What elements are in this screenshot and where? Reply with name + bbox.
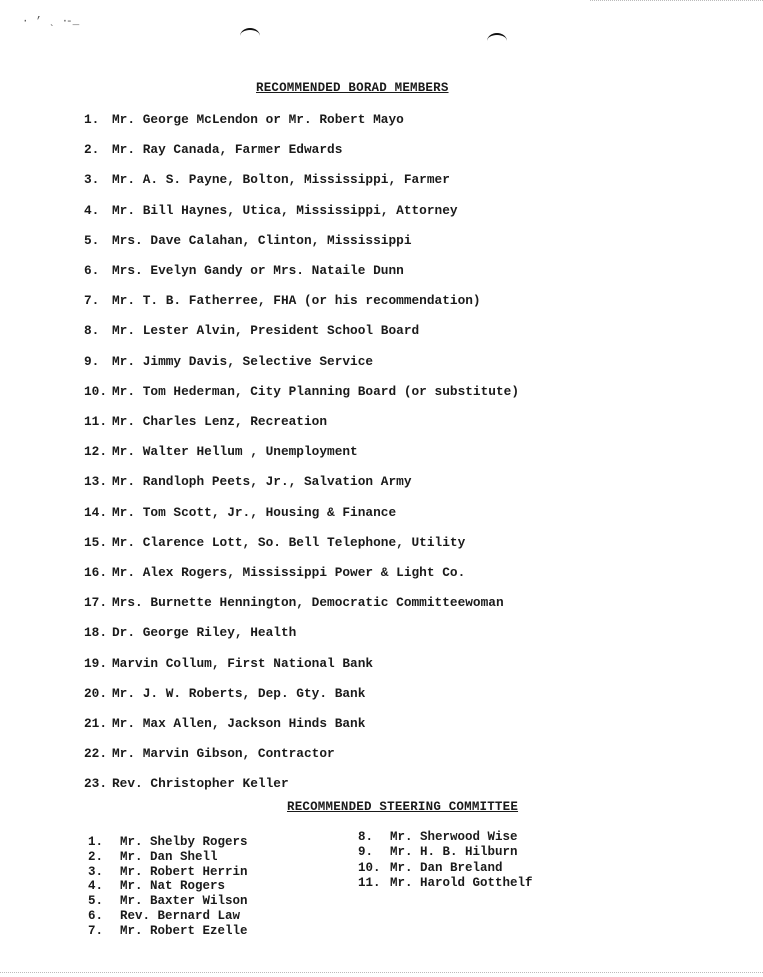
list-item [358, 845, 518, 860]
item-text: Mr. A. S. Payne, Bolton, Mississippi, Farmer [112, 172, 450, 188]
item-number: 4. [88, 879, 104, 894]
list-item [84, 233, 412, 248]
list-item [88, 924, 248, 939]
item-text: Mr. Robert Ezelle [120, 923, 248, 938]
list-item [84, 293, 481, 308]
list-item [88, 850, 218, 865]
item-text: Marvin Collum, First National Bank [112, 655, 374, 671]
item-text: Mr. Harold Gotthelf [390, 875, 533, 890]
item-text: Mr. Robert Herrin [120, 864, 248, 879]
item-text: Mr. Nat Rogers [120, 879, 226, 894]
item-text: Mr. Tom Scott, Jr., Housing & Finance [112, 504, 397, 520]
list-item [358, 876, 533, 891]
item-text: Mr. Ray Canada, Farmer Edwards [112, 142, 343, 158]
item-text: Mr. Bill Haynes, Utica, Mississippi, Attorney [112, 202, 458, 218]
item-text: Dr. George Riley, Health [112, 625, 297, 641]
item-text: Mrs. Dave Calahan, Clinton, Mississippi [112, 232, 412, 248]
item-text: Rev. Christopher Keller [112, 776, 289, 792]
list-item [88, 894, 248, 909]
list-item [84, 263, 404, 278]
item-text: Mr. Lester Alvin, President School Board [112, 323, 420, 339]
item-number: 4. [84, 202, 100, 218]
item-number: 11. [358, 875, 381, 890]
item-number: 18. [84, 625, 108, 641]
item-text: Mr. Shelby Rogers [120, 835, 248, 849]
item-number: 17. [84, 595, 108, 611]
punch-hole-mark [240, 28, 260, 44]
item-text: Mr. George McLendon or Mr. Robert Mayo [112, 112, 404, 127]
list-item [84, 172, 450, 187]
item-number: 7. [88, 923, 104, 938]
item-number: 5. [84, 232, 100, 248]
item-text: Mr. J. W. Roberts, Dep. Gty. Bank [112, 685, 366, 701]
item-number: 19. [84, 655, 108, 671]
item-text: Mr. Dan Shell [120, 849, 218, 864]
list-item [84, 203, 458, 218]
item-text: Mr. Max Allen, Jackson Hinds Bank [112, 716, 366, 731]
item-number: 14. [84, 504, 108, 520]
item-text: Mrs. Burnette Hennington, Democratic Committeewoman [112, 595, 504, 611]
item-number: 5. [88, 894, 104, 909]
item-text: Mrs. Evelyn Gandy or Mrs. Nataile Dunn [112, 263, 404, 278]
item-number: 13. [84, 474, 108, 490]
item-text: Rev. Bernard Law [120, 909, 241, 923]
item-text: Mr. T. B. Fatherree, FHA (or his recommendation) [112, 293, 481, 309]
item-text: Mr. Charles Lenz, Recreation [112, 414, 328, 429]
item-text: Mr. Sherwood Wise [390, 830, 518, 844]
list-item [84, 323, 419, 338]
item-number: 6. [88, 909, 104, 923]
item-number: 8. [84, 323, 100, 339]
list-item [88, 879, 225, 894]
item-number: 2. [84, 142, 100, 158]
list-item [84, 595, 504, 610]
list-item [84, 474, 412, 489]
item-text: Mr. Randloph Peets, Jr., Salvation Army [112, 474, 412, 490]
item-text: Mr. H. B. Hilburn [390, 845, 518, 860]
item-number: 7. [84, 293, 100, 309]
item-number: 21. [84, 716, 108, 731]
item-number: 12. [84, 444, 108, 460]
item-number: 6. [84, 263, 100, 278]
item-number: 16. [84, 565, 108, 580]
item-text: Mr. Dan Breland [390, 860, 503, 875]
item-number: 2. [88, 849, 104, 864]
list-item [84, 142, 342, 157]
list-item [84, 444, 358, 459]
punch-hole-mark [487, 33, 507, 49]
stray-mark: · ’ ˎ · [22, 16, 69, 28]
list-item [88, 865, 248, 880]
item-number: 1. [88, 835, 104, 849]
item-text: Mr. Walter Hellum , Unemployment [112, 444, 358, 460]
list-item [84, 112, 404, 127]
list-item [358, 830, 518, 845]
list-item [84, 716, 365, 731]
item-number: 10. [358, 860, 381, 875]
stray-mark: -_ [66, 16, 80, 28]
item-number: 20. [84, 685, 108, 701]
item-number: 3. [84, 172, 100, 188]
item-text: Mr. Baxter Wilson [120, 894, 248, 909]
list-item [84, 625, 296, 640]
list-item [88, 909, 240, 924]
list-item [84, 384, 519, 399]
list-item [84, 686, 365, 701]
list-item [84, 656, 373, 671]
list-item [358, 861, 503, 876]
board-members-heading: RECOMMENDED BORAD MEMBERS [256, 81, 449, 95]
list-item [84, 414, 327, 429]
steering-committee-heading: RECOMMENDED STEERING COMMITTEE [287, 800, 519, 814]
item-number: 23. [84, 776, 108, 792]
list-item [84, 565, 465, 580]
item-number: 10. [84, 383, 108, 399]
list-item [88, 835, 248, 850]
list-item [84, 505, 396, 520]
list-item [84, 746, 335, 761]
item-number: 3. [88, 864, 104, 879]
item-number: 22. [84, 746, 108, 762]
scan-edge-bottom [0, 972, 763, 973]
item-text: Mr. Alex Rogers, Mississippi Power & Light Co. [112, 565, 466, 580]
item-text: Mr. Tom Hederman, City Planning Board (or substitute) [112, 383, 520, 399]
item-number: 9. [84, 353, 100, 369]
item-number: 9. [358, 845, 374, 860]
item-number: 15. [84, 534, 108, 550]
scan-edge-top [590, 0, 763, 1]
item-text: Mr. Clarence Lott, So. Bell Telephone, Utility [112, 534, 466, 550]
list-item [84, 535, 465, 550]
item-number: 8. [358, 830, 374, 844]
list-item [84, 354, 373, 369]
item-text: Mr. Marvin Gibson, Contractor [112, 746, 335, 762]
item-text: Mr. Jimmy Davis, Selective Service [112, 353, 374, 369]
item-number: 11. [84, 414, 108, 429]
list-item [84, 776, 289, 791]
item-number: 1. [84, 112, 100, 127]
